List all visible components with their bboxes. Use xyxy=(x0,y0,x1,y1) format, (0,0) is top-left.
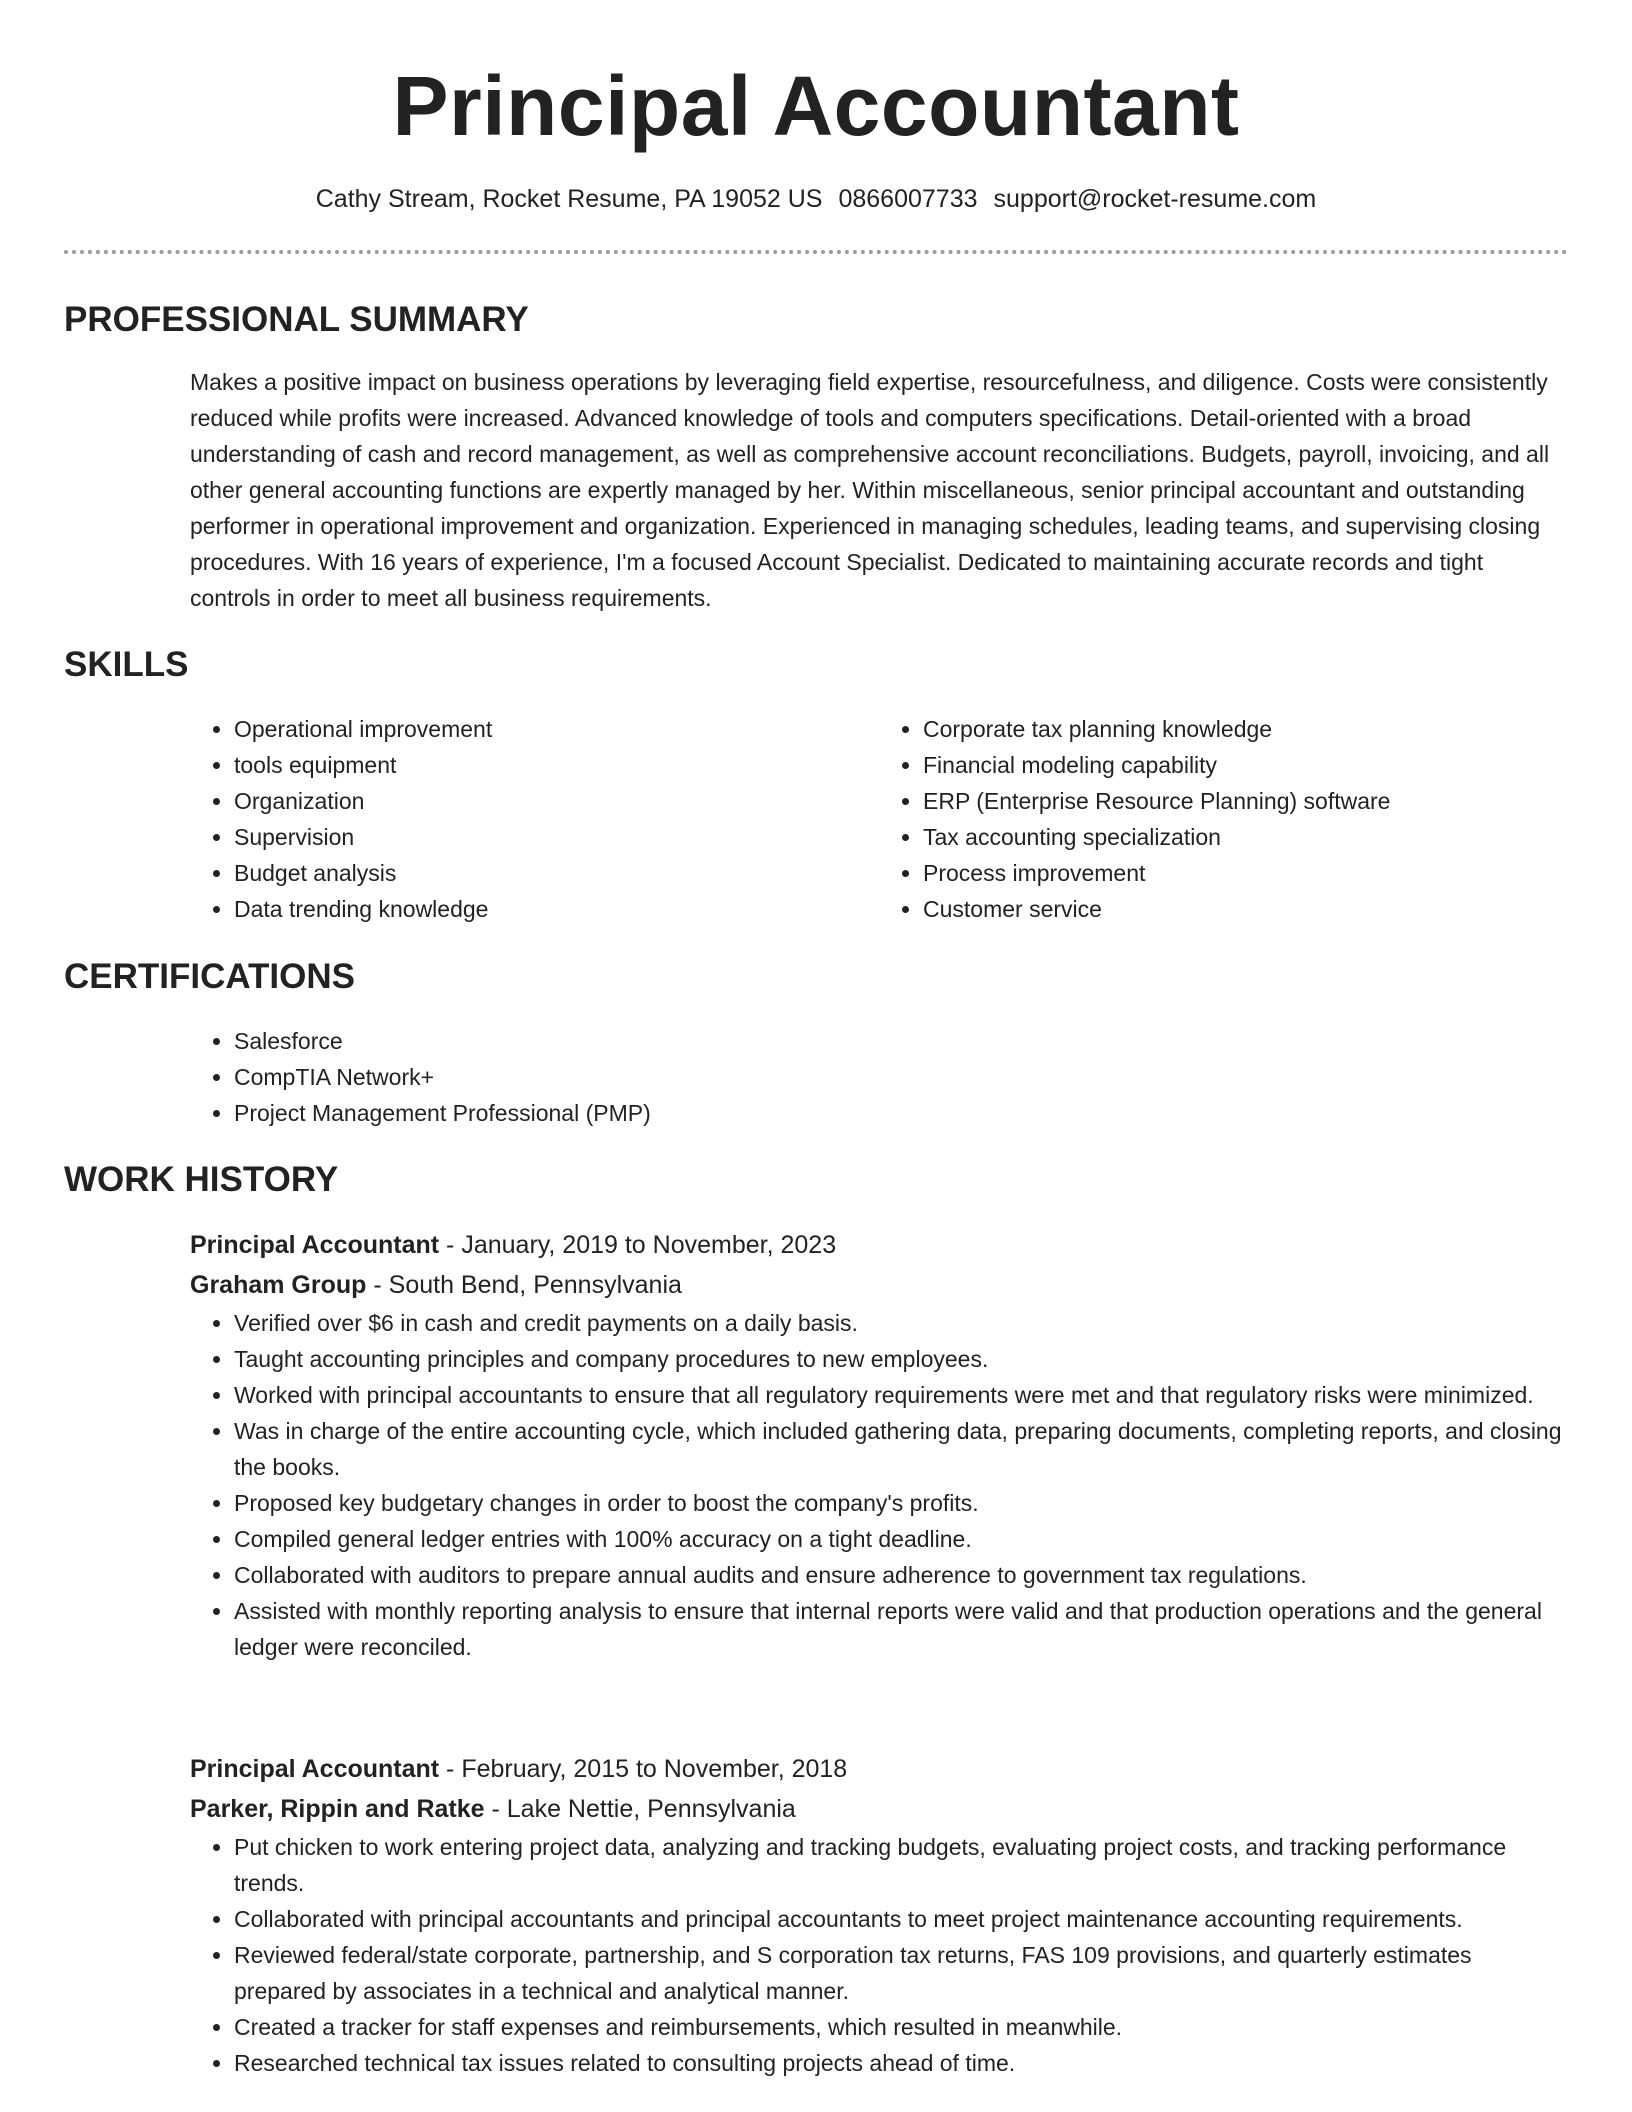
contact-phone: 0866007733 xyxy=(838,185,978,213)
list-item: • tools equipment xyxy=(234,747,879,783)
job-entry-1 xyxy=(190,1225,1568,1665)
list-item: • Compiled general ledger entries with 100% accuracy on a tight deadline. xyxy=(234,1521,1568,1557)
job-role: Principal Accountant xyxy=(190,1231,440,1259)
list-item: • Organization xyxy=(234,783,879,819)
list-item: • Collaborated with auditors to prepare annual audits and ensure adherence to government tax regulations. xyxy=(234,1557,1568,1593)
list-item: • Collaborated with principal accountants and principal accountants to meet project maintenance accounting requirements. xyxy=(234,1901,1568,1937)
list-item: • Customer service xyxy=(923,891,1568,927)
list-item: • Supervision xyxy=(234,819,879,855)
list-item: • Project Management Professional (PMP) xyxy=(234,1095,1568,1131)
list-item: • Assisted with monthly reporting analysis to ensure that internal reports were valid and that production operations and the general ledger were reconciled. xyxy=(234,1593,1568,1665)
job-bullets xyxy=(190,1829,1568,2081)
list-item: • Operational improvement xyxy=(234,711,879,747)
skills-list-left xyxy=(190,711,879,927)
list-item: • Worked with principal accountants to ensure that all regulatory requirements were met and that regulatory risks were minimized. xyxy=(234,1377,1568,1413)
list-item: • Data trending knowledge xyxy=(234,891,879,927)
job-dates: - January, 2019 to November, 2023 xyxy=(439,1231,837,1259)
contact-email: support@rocket-resume.com xyxy=(993,185,1317,213)
job-title-line xyxy=(190,1225,1568,1265)
skills-list-right xyxy=(879,711,1568,927)
list-item: • Tax accounting specialization xyxy=(923,819,1568,855)
job-dates: - February, 2015 to November, 2018 xyxy=(439,1755,848,1783)
header-divider xyxy=(64,250,1568,254)
job-company: Parker, Rippin and Ratke xyxy=(190,1795,485,1823)
job-company: Graham Group xyxy=(190,1271,367,1299)
list-item: • Taught accounting principles and company procedures to new employees. xyxy=(234,1341,1568,1377)
summary-heading: PROFESSIONAL SUMMARY xyxy=(64,300,529,339)
list-item: • Put chicken to work entering project data, analyzing and tracking budgets, evaluating project costs, and tracking performance trends. xyxy=(234,1829,1568,1901)
job-company-line xyxy=(190,1789,1568,1829)
job-entry-2 xyxy=(190,1749,1568,2081)
list-item: • Reviewed federal/state corporate, partnership, and S corporation tax returns, FAS 109 provisions, and quarterly estimates prepared by associates in a technical and analytical manner. xyxy=(234,1937,1568,2009)
list-item: • Proposed key budgetary changes in order to boost the company's profits. xyxy=(234,1485,1568,1521)
work-heading: WORK HISTORY xyxy=(64,1160,339,1199)
list-item: • Salesforce xyxy=(234,1023,1568,1059)
job-location: - South Bend, Pennsylvania xyxy=(366,1271,682,1299)
list-item: • Budget analysis xyxy=(234,855,879,891)
certifications-heading: CERTIFICATIONS xyxy=(64,957,356,996)
skills-section xyxy=(190,711,1568,927)
list-item: • Corporate tax planning knowledge xyxy=(923,711,1568,747)
resume-page xyxy=(64,0,1568,2076)
list-item: • Process improvement xyxy=(923,855,1568,891)
list-item: • Researched technical tax issues related to consulting projects ahead of time. xyxy=(234,2045,1568,2081)
resume-title: Principal Accountant xyxy=(392,59,1240,153)
certifications-section xyxy=(190,1023,1568,1131)
job-role: Principal Accountant xyxy=(190,1755,440,1783)
list-item: • Created a tracker for staff expenses and reimbursements, which resulted in meanwhile. xyxy=(234,2009,1568,2045)
job-bullets xyxy=(190,1305,1568,1665)
summary-text: Makes a positive impact on business operations by leveraging field expertise, resourcefulness, and diligence. Costs were consistently reduced while profits were increased. Advanced knowledge of tools and computers specifications. Detail-oriented with a broad understanding of cash and record management, as well as comprehensive account reconciliations. Budgets, payroll, invoicing, and all other general accounting functions are expertly managed by her. Within miscellaneous, senior principal accountant and outstanding performer in operational improvement and organization. Experienced in managing schedules, leading teams, and supervising closing procedures. With 16 years of experience, I'm a focused Account Specialist. Dedicated to maintaining accurate records and tight controls in order to meet all business requirements. xyxy=(190,369,1550,611)
job-company-line xyxy=(190,1265,1568,1305)
job-title-line xyxy=(190,1749,1568,1789)
list-item: • CompTIA Network+ xyxy=(234,1059,1568,1095)
summary-section xyxy=(190,364,1568,616)
list-item: • ERP (Enterprise Resource Planning) software xyxy=(923,783,1568,819)
job-location: - Lake Nettie, Pennsylvania xyxy=(484,1795,796,1823)
contact-address: Cathy Stream, Rocket Resume, PA 19052 US xyxy=(315,185,823,213)
list-item: • Financial modeling capability xyxy=(923,747,1568,783)
certifications-list xyxy=(190,1023,1568,1131)
list-item: • Verified over $6 in cash and credit payments on a daily basis. xyxy=(234,1305,1568,1341)
skills-heading: SKILLS xyxy=(64,645,189,684)
contact-line xyxy=(64,182,1568,216)
list-item: • Was in charge of the entire accounting cycle, which included gathering data, preparing documents, completing reports, and closing the books. xyxy=(234,1413,1568,1485)
